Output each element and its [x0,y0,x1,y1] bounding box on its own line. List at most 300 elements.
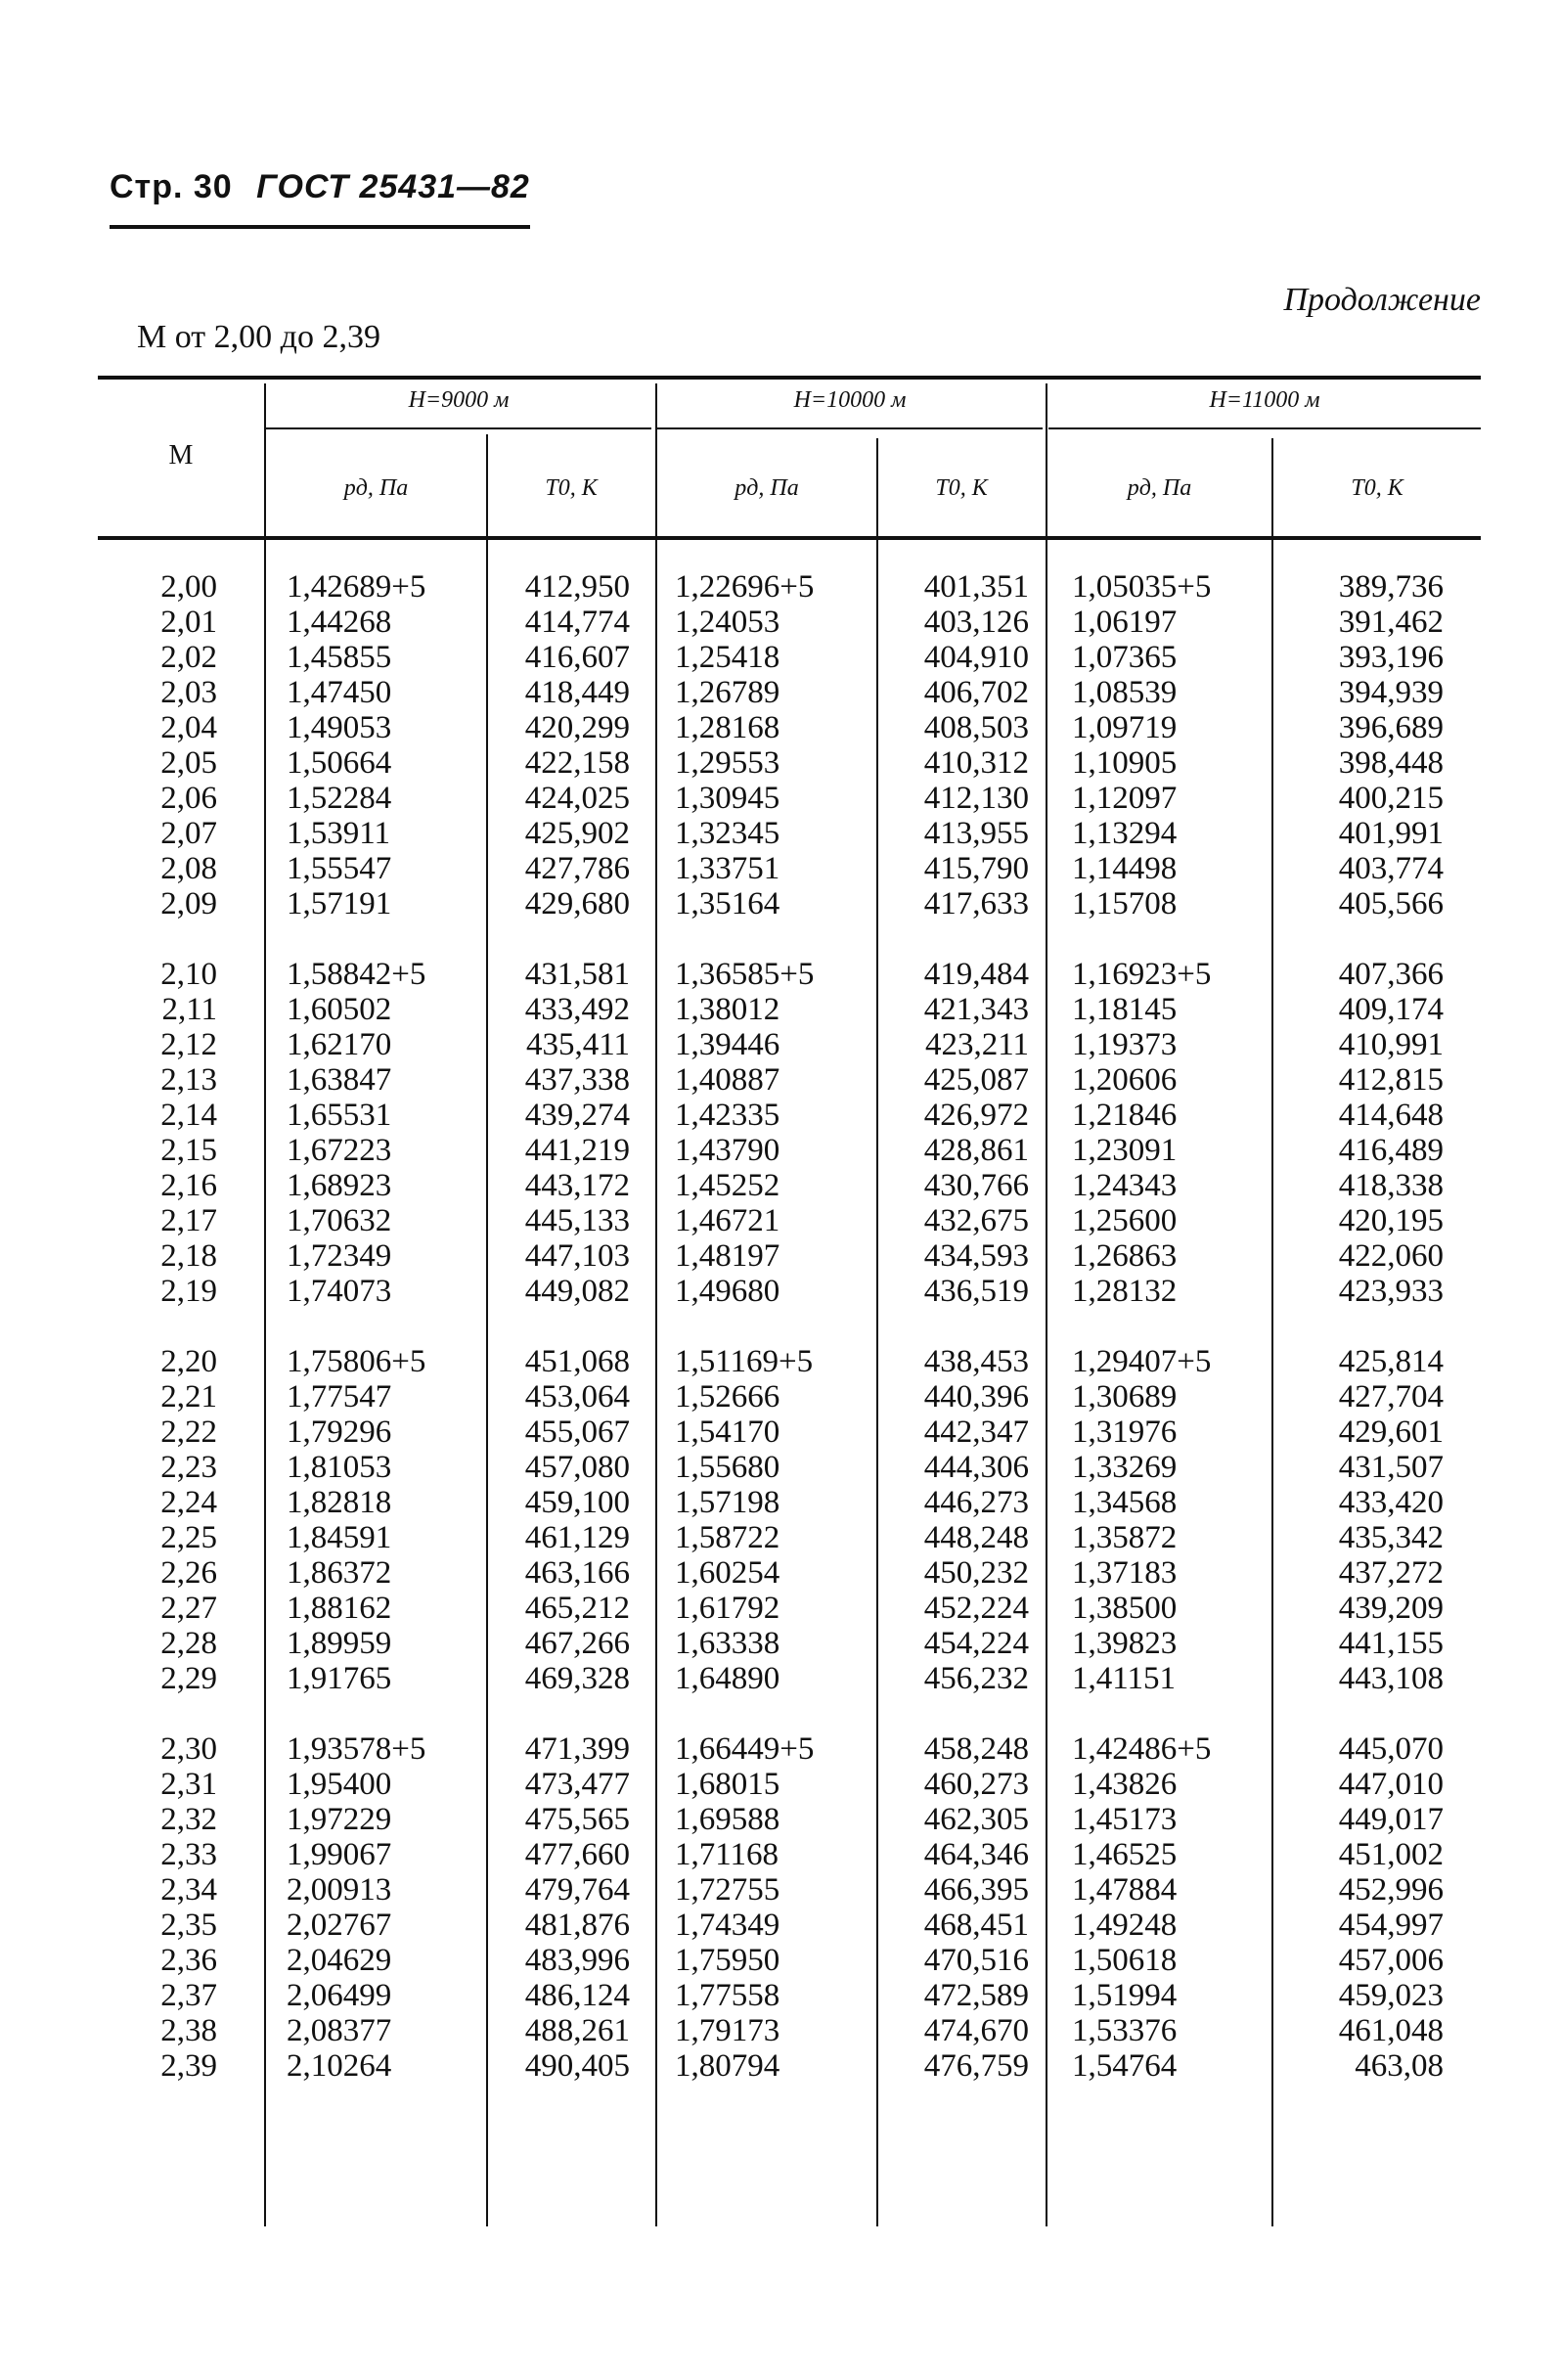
table-cell: 2,39 [160,2048,217,2084]
continuation-label: Продолжение [1283,282,1481,318]
table-cell: 466,395 [923,1872,1029,1908]
table-cell: 1,08539 [1072,675,1178,710]
table-cell: 1,71168 [675,1837,780,1872]
table-cell: 1,51169+5 [675,1344,814,1379]
table-cell: 1,91765 [287,1661,392,1696]
table-cell: 1,61792 [675,1591,780,1626]
table-cell: 1,50618 [1072,1943,1178,1978]
table-cell: 2,15 [160,1133,217,1168]
table-cell: 416,607 [524,640,630,675]
table-cell: 389,736 [1338,569,1444,605]
table-cell: 2,04 [160,710,217,745]
table-cell: 1,42335 [675,1098,780,1133]
table-cell: 1,74073 [287,1274,392,1309]
block-gap [98,921,217,957]
table-cell: 2,34 [160,1872,217,1908]
table-cell: 2,31 [160,1767,217,1802]
table-cell: 1,18145 [1072,992,1178,1027]
table-cell: 431,581 [524,957,630,992]
column-m [98,569,217,2084]
block-gap [287,1696,492,1731]
table-cell: 1,54764 [1072,2048,1178,2084]
table-cell: 394,939 [1338,675,1444,710]
table-cell: 1,30945 [675,781,780,816]
table-cell: 1,45173 [1072,1802,1178,1837]
group-rule-10000 [657,427,1043,429]
table-cell: 1,64890 [675,1661,780,1696]
block-gap [1301,1309,1444,1344]
table-cell: 1,28132 [1072,1274,1178,1309]
table-cell: 1,95400 [287,1767,392,1802]
table-cell: 1,44268 [287,605,392,640]
table-cell: 428,861 [923,1133,1029,1168]
column-p-9000 [287,569,492,2084]
table-cell: 1,67223 [287,1133,392,1168]
header-rule [110,225,530,229]
table-cell: 419,484 [923,957,1029,992]
table-cell: 1,15708 [1072,886,1178,921]
table-cell: 1,77558 [675,1978,780,2013]
table-cell: 433,420 [1338,1485,1444,1520]
table-cell: 1,28168 [675,710,780,745]
table-cell: 2,29 [160,1661,217,1696]
table-cell: 432,675 [923,1203,1029,1238]
table-cell: 472,589 [923,1978,1029,2013]
temperature-header: T0, К [935,475,988,501]
block-gap [886,921,1029,957]
table-cell: 409,174 [1338,992,1444,1027]
table-cell: 1,63338 [675,1626,780,1661]
table-cell: 2,17 [160,1203,217,1238]
table-cell: 479,764 [524,1872,630,1908]
range-label: М от 2,00 до 2,39 [137,319,380,355]
table-cell: 422,060 [1338,1238,1444,1274]
table-cell: 1,21846 [1072,1098,1178,1133]
block-gap [675,1696,880,1731]
table-cell: 456,232 [923,1661,1029,1696]
table-cell: 1,49248 [1072,1908,1178,1943]
table-cell: 414,774 [524,605,630,640]
table-cell: 1,68015 [675,1767,780,1802]
table-cell: 476,759 [923,2048,1029,2084]
table-cell: 447,103 [524,1238,630,1274]
table-cell: 437,272 [1338,1555,1444,1591]
table-cell: 416,489 [1338,1133,1444,1168]
table-cell: 1,46525 [1072,1837,1178,1872]
table-cell: 1,35872 [1072,1520,1178,1555]
table-cell: 423,933 [1338,1274,1444,1309]
table-cell: 2,19 [160,1274,217,1309]
table-cell: 1,41151 [1072,1661,1177,1696]
table-cell: 2,07 [160,816,217,851]
table-cell: 400,215 [1338,781,1444,816]
table-cell: 406,702 [923,675,1029,710]
table-cell: 1,79173 [675,2013,780,2048]
table-cell: 1,39823 [1072,1626,1178,1661]
table-cell: 414,648 [1338,1098,1444,1133]
table-cell: 425,087 [923,1062,1029,1098]
table-cell: 423,211 [924,1027,1029,1062]
table-cell: 1,07365 [1072,640,1178,675]
table-cell: 2,08377 [287,2013,392,2048]
table-cell: 446,273 [923,1485,1029,1520]
table-cell: 447,010 [1338,1767,1444,1802]
table-cell: 1,22696+5 [675,569,815,605]
block-gap [98,1309,217,1344]
table-cell: 431,507 [1338,1450,1444,1485]
table-cell: 459,023 [1338,1978,1444,2013]
table-cell: 2,05 [160,745,217,781]
table-cell: 460,273 [923,1767,1029,1802]
table-cell: 2,12 [160,1027,217,1062]
table-cell: 1,06197 [1072,605,1178,640]
col-divider [264,383,266,2226]
table-cell: 449,082 [524,1274,630,1309]
table-cell: 464,346 [923,1837,1029,1872]
table-cell: 1,29407+5 [1072,1344,1212,1379]
table-cell: 2,03 [160,675,217,710]
table-cell: 488,261 [524,2013,630,2048]
block-gap [675,921,880,957]
table-cell: 1,26863 [1072,1238,1178,1274]
table-cell: 403,126 [923,605,1029,640]
table-cell: 393,196 [1338,640,1444,675]
table-cell: 443,108 [1338,1661,1444,1696]
table-cell: 1,60502 [287,992,392,1027]
table-cell: 481,876 [524,1908,630,1943]
table-cell: 452,224 [923,1591,1029,1626]
table-cell: 1,55547 [287,851,392,886]
table-cell: 1,23091 [1072,1133,1178,1168]
table-cell: 1,43826 [1072,1767,1178,1802]
table-cell: 1,24343 [1072,1168,1178,1203]
table-cell: 1,58842+5 [287,957,426,992]
column-t-11000 [1301,569,1444,2084]
table-cell: 415,790 [923,851,1029,886]
table-cell: 1,45855 [287,640,392,675]
table-cell: 2,10264 [287,2048,392,2084]
table-cell: 401,991 [1338,816,1444,851]
altitude-header-10000: H=10000 м [793,387,907,413]
table-cell: 430,766 [923,1168,1029,1203]
table-cell: 408,503 [923,710,1029,745]
table-cell: 461,048 [1338,2013,1444,2048]
temperature-header: T0, К [545,475,598,501]
table-cell: 1,30689 [1072,1379,1178,1415]
table-cell: 444,306 [923,1450,1029,1485]
table-cell: 2,32 [160,1802,217,1837]
table-cell: 1,57198 [675,1485,780,1520]
column-t-9000 [487,569,630,2084]
table-cell: 473,477 [524,1767,630,1802]
table-cell: 1,33751 [675,851,780,886]
table-cell: 1,74349 [675,1908,780,1943]
block-gap [1301,921,1444,957]
altitude-header-9000: H=9000 м [408,387,510,413]
table-cell: 1,47450 [287,675,392,710]
pressure-header: pд, Па [1127,475,1192,501]
table-cell: 1,72349 [287,1238,392,1274]
table-cell: 398,448 [1338,745,1444,781]
table-cell: 439,209 [1338,1591,1444,1626]
column-t-10000 [886,569,1029,2084]
table-cell: 434,593 [923,1238,1029,1274]
table-cell: 1,29553 [675,745,780,781]
table-cell: 1,49680 [675,1274,780,1309]
group-rule-11000 [1048,427,1481,429]
table-cell: 1,25418 [675,640,780,675]
table-cell: 2,14 [160,1098,217,1133]
table-cell: 1,38500 [1072,1591,1178,1626]
table-cell: 1,32345 [675,816,780,851]
table-cell: 2,27 [160,1591,217,1626]
table-cell: 1,60254 [675,1555,780,1591]
table-cell: 451,068 [524,1344,630,1379]
table-cell: 2,01 [160,605,217,640]
table-cell: 396,689 [1338,710,1444,745]
table-cell: 1,65531 [287,1098,392,1133]
table-cell: 469,328 [524,1661,630,1696]
table-cell: 450,232 [923,1555,1029,1591]
table-cell: 1,82818 [287,1485,392,1520]
table-cell: 1,97229 [287,1802,392,1837]
table-cell: 458,248 [923,1731,1029,1767]
table-cell: 1,38012 [675,992,780,1027]
table-cell: 412,130 [923,781,1029,816]
table-cell: 1,16923+5 [1072,957,1212,992]
table-cell: 391,462 [1338,605,1444,640]
table-cell: 1,75950 [675,1943,780,1978]
table-cell: 441,155 [1338,1626,1444,1661]
table-cell: 420,299 [524,710,630,745]
table-cell: 1,24053 [675,605,780,640]
table-cell: 412,950 [524,569,630,605]
table-cell: 433,492 [524,992,630,1027]
table-cell: 1,09719 [1072,710,1178,745]
table-cell: 1,13294 [1072,816,1178,851]
table-cell: 1,84591 [287,1520,392,1555]
table-cell: 486,124 [524,1978,630,2013]
table-cell: 1,40887 [675,1062,780,1098]
table-cell: 1,81053 [287,1450,392,1485]
table-cell: 439,274 [524,1098,630,1133]
table-cell: 413,955 [923,816,1029,851]
document-code: ГОСТ 25431—82 [256,168,530,205]
table-cell: 468,451 [923,1908,1029,1943]
table-cell: 483,996 [524,1943,630,1978]
table-cell: 2,23 [160,1450,217,1485]
table-cell: 2,02767 [287,1908,392,1943]
table-cell: 1,33269 [1072,1450,1178,1485]
table-cell: 451,002 [1338,1837,1444,1872]
table-cell: 461,129 [524,1520,630,1555]
table-cell: 1,36585+5 [675,957,815,992]
table-cell: 420,195 [1338,1203,1444,1238]
table-cell: 421,343 [923,992,1029,1027]
table-cell: 1,99067 [287,1837,392,1872]
table-cell: 1,45252 [675,1168,780,1203]
table-cell: 1,54170 [675,1415,780,1450]
table-cell: 2,28 [160,1626,217,1661]
table-cell: 2,00913 [287,1872,392,1908]
table-cell: 2,24 [160,1485,217,1520]
block-gap [886,1696,1029,1731]
table-cell: 2,37 [160,1978,217,2013]
table-cell: 457,080 [524,1450,630,1485]
table-cell: 2,25 [160,1520,217,1555]
table-cell: 418,449 [524,675,630,710]
table-cell: 445,133 [524,1203,630,1238]
table-cell: 1,62170 [287,1027,392,1062]
table-cell: 448,248 [923,1520,1029,1555]
table-cell: 2,18 [160,1238,217,1274]
block-gap [487,1309,630,1344]
table-cell: 1,66449+5 [675,1731,815,1767]
table-cell: 2,22 [160,1415,217,1450]
table-cell: 2,08 [160,851,217,886]
table-cell: 1,51994 [1072,1978,1178,2013]
block-gap [1072,1696,1277,1731]
page-number: Стр. 30 [110,168,233,205]
table-cell: 1,39446 [675,1027,780,1062]
block-gap [287,1309,492,1344]
table-cell: 1,10905 [1072,745,1178,781]
table-cell: 429,680 [524,886,630,921]
table-cell: 457,006 [1338,1943,1444,1978]
pressure-header: pд, Па [343,475,409,501]
table-cell: 2,16 [160,1168,217,1203]
table-cell: 1,12097 [1072,781,1178,816]
table-cell: 2,00 [160,569,217,605]
table-cell: 1,68923 [287,1168,392,1203]
table-cell: 1,75806+5 [287,1344,426,1379]
temperature-header: T0, К [1351,475,1403,501]
table-cell: 475,565 [524,1802,630,1837]
table-cell: 427,786 [524,851,630,886]
table-cell: 1,93578+5 [287,1731,426,1767]
table-cell: 426,972 [923,1098,1029,1133]
table-cell: 1,69588 [675,1802,780,1837]
table-cell: 445,070 [1338,1731,1444,1767]
column-p-10000 [675,569,880,2084]
table-cell: 1,70632 [287,1203,392,1238]
table-cell: 453,064 [524,1379,630,1415]
group-rule-9000 [266,427,651,429]
table-cell: 1,55680 [675,1450,780,1485]
block-gap [487,921,630,957]
block-gap [1301,1696,1444,1731]
pressure-header: pд, Па [735,475,799,501]
table-cell: 436,519 [923,1274,1029,1309]
table-cell: 2,04629 [287,1943,392,1978]
table-cell: 1,48197 [675,1238,780,1274]
page-header [110,168,530,206]
table-cell: 441,219 [524,1133,630,1168]
table-cell: 1,43790 [675,1133,780,1168]
block-gap [675,1309,880,1344]
table-cell: 1,53376 [1072,2013,1178,2048]
col-divider [1046,383,1047,2226]
table-cell: 2,09 [160,886,217,921]
table-cell: 1,50664 [287,745,392,781]
table-cell: 440,396 [923,1379,1029,1415]
table-cell: 401,351 [923,569,1029,605]
table-cell: 2,36 [160,1943,217,1978]
table-cell: 477,660 [524,1837,630,1872]
table-cell: 2,06499 [287,1978,392,2013]
block-gap [287,921,492,957]
table-cell: 2,02 [160,640,217,675]
table-cell: 1,47884 [1072,1872,1178,1908]
table-cell: 1,80794 [675,2048,780,2084]
table-cell: 412,815 [1338,1062,1444,1098]
table-cell: 462,305 [923,1802,1029,1837]
table-cell: 403,774 [1338,851,1444,886]
table-cell: 470,516 [923,1943,1029,1978]
table-cell: 1,86372 [287,1555,392,1591]
table-cell: 443,172 [524,1168,630,1203]
table-cell: 1,58722 [675,1520,780,1555]
table-cell: 467,266 [524,1626,630,1661]
column-p-11000 [1072,569,1277,2084]
table-cell: 1,79296 [287,1415,392,1450]
table-cell: 1,52666 [675,1379,780,1415]
table-cell: 435,411 [525,1027,630,1062]
table-cell: 459,100 [524,1485,630,1520]
table-cell: 1,37183 [1072,1555,1178,1591]
table-cell: 410,991 [1338,1027,1444,1062]
table-top-rule [98,376,1481,380]
table-cell: 449,017 [1338,1802,1444,1837]
col-divider [655,383,657,2226]
table-cell: 1,19373 [1072,1027,1178,1062]
table-cell: 463,08 [1355,2048,1444,2084]
table-cell: 1,53911 [287,816,391,851]
table-cell: 1,88162 [287,1591,392,1626]
table-cell: 1,35164 [675,886,780,921]
table-cell: 2,20 [160,1344,217,1379]
table-cell: 2,26 [160,1555,217,1591]
table-cell: 455,067 [524,1415,630,1450]
table-cell: 1,42689+5 [287,569,426,605]
table-cell: 418,338 [1338,1168,1444,1203]
table-cell: 1,63847 [287,1062,392,1098]
table-cell: 1,49053 [287,710,392,745]
table-cell: 2,06 [160,781,217,816]
table-cell: 471,399 [524,1731,630,1767]
table-cell: 429,601 [1338,1415,1444,1450]
block-gap [1072,1309,1277,1344]
table-cell: 2,10 [160,957,217,992]
table-cell: 427,704 [1338,1379,1444,1415]
table-cell: 465,212 [524,1591,630,1626]
table-cell: 1,05035+5 [1072,569,1212,605]
table-cell: 1,46721 [675,1203,780,1238]
table-cell: 407,366 [1338,957,1444,992]
table-cell: 425,814 [1338,1344,1444,1379]
block-gap [886,1309,1029,1344]
table-cell: 417,633 [923,886,1029,921]
table-cell: 490,405 [524,2048,630,2084]
table-cell: 454,997 [1338,1908,1444,1943]
table-cell: 2,11 [161,992,217,1027]
table-cell: 437,338 [524,1062,630,1098]
table-cell: 474,670 [923,2013,1029,2048]
table-cell: 1,25600 [1072,1203,1178,1238]
table-cell: 405,566 [1338,886,1444,921]
table-cell: 1,72755 [675,1872,780,1908]
table-cell: 2,38 [160,2013,217,2048]
